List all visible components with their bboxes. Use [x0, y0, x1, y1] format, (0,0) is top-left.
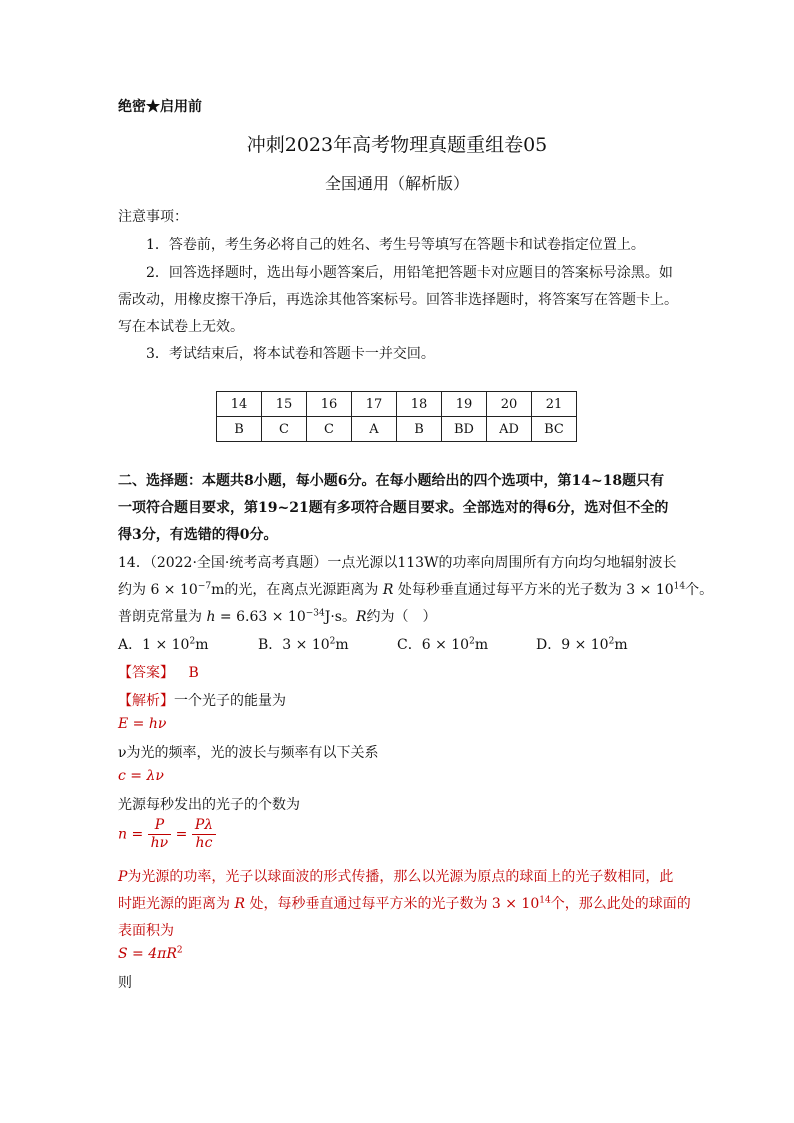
question-line-1: 14．（2022·全国·统考高考真题）一点光源以113W的功率向周围所有方向均匀地辐射波长 [118, 555, 677, 571]
question-line-2 [118, 579, 713, 599]
secret-label: 绝密★启用前 [118, 99, 202, 115]
answer-cell: B [217, 417, 262, 442]
option-c: C．$6 \times 10^2m$ [397, 636, 489, 653]
answer-line [118, 662, 199, 682]
answer-label: 【答案】 [118, 665, 174, 681]
explanation-line-1: P为光源的功率，光子以球面波的形式传播，那么以光源为原点的球面上的光子数相同，此 [118, 869, 674, 885]
notice-heading: 注意事项： [118, 209, 188, 225]
question-number-cell: 16 [307, 392, 352, 417]
fraction: $\frac{P\lambda}{hc}$ [192, 817, 216, 852]
notice-item-2-line-3: 写在本试卷上无效。 [118, 319, 244, 335]
question-text: 约为 6 × 10 [118, 582, 198, 598]
question-number-cell: 20 [487, 392, 532, 417]
question-number-cell: 21 [532, 392, 577, 417]
equation-surface-area: $S = 4\pi R^2$ [118, 945, 183, 962]
page-title: 冲刺2023年高考物理真题重组卷05 [246, 134, 548, 156]
question-line-3 [118, 606, 437, 626]
answer-table-number-row [217, 392, 577, 417]
question-number-cell: 18 [397, 392, 442, 417]
question-number-cell: 15 [262, 392, 307, 417]
exponent: 14 [673, 581, 686, 592]
answer-cell: BC [532, 417, 577, 442]
answer-table-answer-row [217, 417, 577, 442]
question-text: 处每秒垂直通过每平方米的光子数为 3 × 10 [393, 582, 674, 598]
variable-h: h [206, 609, 216, 625]
question-text: J·s。 [324, 609, 356, 625]
photon-count-line: 光源每秒发出的光子的个数为 [118, 797, 300, 813]
notice-item-3: 3．考试结束后，将本试卷和答题卡一并交回。 [146, 346, 435, 362]
frequency-line: ν为光的频率，光的波长与频率有以下关系 [118, 745, 379, 761]
notice-item-2-line-2: 需改动，用橡皮擦干净后，再选涂其他答案标号。回答非选择题时，将答案写在答题卡上。 [118, 292, 678, 308]
option-b: B．$3 \times 10^2m$ [258, 636, 349, 653]
analysis-text: 一个光子的能量为 [174, 693, 286, 709]
question-number-cell: 14 [217, 392, 262, 417]
variable-r: R [382, 582, 394, 598]
answer-cell: A [352, 417, 397, 442]
question-number-cell: 19 [442, 392, 487, 417]
equation-wave: c = λν [118, 768, 164, 784]
equation-energy: E = hν [118, 716, 167, 732]
section-heading-line-1: 二、选择题：本题共8小题，每小题6分。在每小题给出的四个选项中，第14~18题只有 [118, 473, 665, 489]
question-text: 约为（ ） [366, 609, 437, 625]
question-text: m的光，在离点光源距离为 [211, 582, 383, 598]
fraction: $\frac{P}{h\nu}$ [148, 817, 172, 852]
question-number-cell: 17 [352, 392, 397, 417]
notice-item-2-line-1: 2．回答选择题时，选出每小题答案后，用铅笔把答题卡对应题目的答案标号涂黑。如 [146, 265, 673, 281]
option-a: A．$1 \times 10^2m$ [118, 636, 209, 653]
answer-cell: BD [442, 417, 487, 442]
answer-cell: AD [487, 417, 532, 442]
analysis-line [118, 690, 286, 710]
answer-value: B [188, 665, 199, 681]
answer-cell: C [262, 417, 307, 442]
answer-table [216, 391, 577, 442]
equation-photon-number: n = $\frac{P}{h\nu}$ = $\frac{P\lambda}{hc}$ [118, 817, 216, 852]
analysis-label: 【解析】 [118, 693, 174, 709]
notice-item-1: 1．答卷前，考生务必将自己的姓名、考生号等填写在答题卡和试卷指定位置上。 [146, 237, 645, 253]
variable-r: R [355, 609, 367, 625]
option-d: D．$9 \times 10^2m$ [536, 636, 628, 653]
question-text: 个。 [685, 582, 714, 598]
exponent: −34 [305, 608, 325, 619]
question-text: = 6.63 × 10 [215, 609, 306, 625]
page-subtitle: 全国通用（解析版） [324, 174, 469, 193]
exponent: −7 [197, 581, 212, 592]
explanation-line-3: 表面积为 [118, 923, 174, 939]
question-text: 普朗克常量为 [118, 609, 207, 625]
answer-cell: B [397, 417, 442, 442]
final-line: 则 [118, 975, 132, 991]
answer-cell: C [307, 417, 352, 442]
section-heading-line-2: 一项符合题目要求，第19~21题有多项符合题目要求。全部选对的得6分，选对但不全的 [118, 500, 669, 516]
explanation-line-2: 时距光源的距离为 R 处，每秒垂直通过每平方米的光子数为 $3 \times 10^{14}$个，那么此处的球面的 [118, 895, 691, 912]
section-heading-line-3: 得3分，有选错的得0分。 [118, 527, 278, 543]
